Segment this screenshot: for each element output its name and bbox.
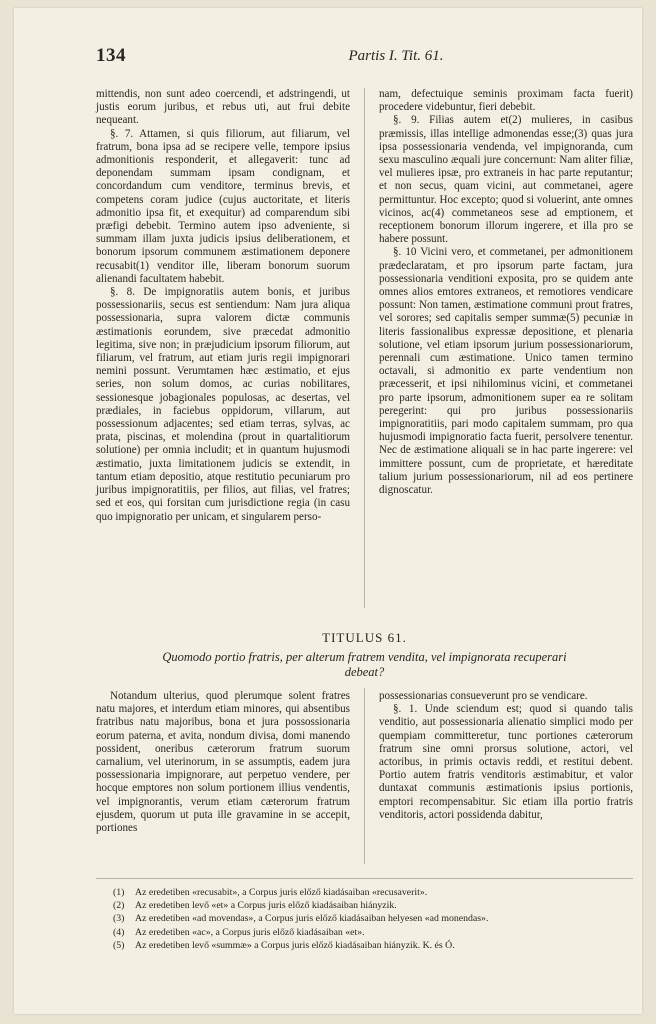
footnote-mark: (1) bbox=[113, 887, 125, 898]
footnote-text: Az eredetiben «ac», a Corpus juris előző kiadásaiban «et». bbox=[135, 926, 365, 938]
footnotes bbox=[113, 886, 633, 952]
footnote-text: Az eredetiben levő «summæ» a Corpus juris előző kiadásaiban hiányzik. K. és Ó. bbox=[135, 939, 455, 951]
running-title: Partis I. Tit. 61. bbox=[348, 48, 444, 64]
footnote-3 bbox=[113, 912, 633, 925]
footnote-mark: (2) bbox=[113, 900, 125, 912]
bottom-left-column bbox=[96, 690, 350, 835]
paragraph-section-1: §. 1. Unde sciendum est; quod si quando talis venditio, aut possessionaria alienatio simplici modo per quempiam committeretur, tunc portiones cæterorum fratrum sine omni prorsus solutione, actori, vel actoribus, in primis octavis reddi, et restitui debent. Portio autem fratris venditoris æstimabitur, et valor duntaxat communis æstimationis ipsius portionis, emptori recompensabitur. Sic etiam illa portio fratris venditoris, actori possidenda dabitur, bbox=[379, 703, 633, 821]
bottom-right-column bbox=[379, 690, 633, 822]
footnote-2 bbox=[113, 899, 633, 912]
subtitle-line: debeat? bbox=[344, 665, 385, 679]
paragraph: Notandum ulterius, quod plerumque solent fratres natu majores, et interdum etiam minores, qui absentibus fratribus natu majoribus, bona et jura possossionaria eorum paterna, et avita, nondum divisa, domi manendo possident, oneribus cæterorum fratrum suorum carnalium, vel uterinorum, in se assumptis, eadem jura possessionaria impignorare, aut perpetuo vendere, per hocque emptores non solum portionem illius vendentis, vel impignorantis, verum etiam cæterorum fratrum ejusdem, quorum ut puta ille gravamine in se accepit, portiones bbox=[96, 690, 350, 835]
top-right-column bbox=[379, 88, 633, 497]
footnote-mark: (5) bbox=[113, 939, 125, 951]
footnote-text: Az eredetiben «ad movendas», a Corpus juris előző kiadásaiban helyesen «ad monendas». bbox=[135, 913, 489, 925]
paragraph-section-7: §. 7. Attamen, si quis filiorum, aut filiarum, vel fratrum, bona ipsa ad se recipere velle, tempore ipsius admonitionis responderit, et allegaverit: tunc ad deponendam summam ipsam condignam, et concordandum cum venditore, terminus brevis, et competens coram judice (cujus auctoritate, et literis admonitio ipsa fit, et exequitur) ad comparendum sibi præfigi debebit. Termino autem ipso adveniente, si summam illam juxta judicis ipsius deliberationem, et bonorum ipsorum communem æstimationem deponere recusabit(1) venditor ille, liberam bonorum suorum alienandi facultatem habebit. bbox=[96, 127, 350, 285]
footnote-1 bbox=[113, 886, 633, 899]
footnote-mark: (4) bbox=[113, 926, 125, 938]
top-left-column bbox=[96, 88, 350, 524]
paragraph: mittendis, non sunt adeo coercendi, et adstringendi, ut justis eorum juribus, et rebus uti, aut frui debite nequeant. bbox=[96, 88, 350, 127]
subtitle-line: Quomodo portio fratris, per alterum fratrem vendita, vel impignorata recuperari bbox=[162, 650, 567, 664]
paragraph-section-10: §. 10 Vicini vero, et commetanei, per admonitionem prædeclaratam, et pro ipsorum parte factam, jura possessionaria venditioni exposita, pro se quidem ante omnes alios emtores extraneos, et remotiores vendicare possunt: Non tamen, æstimatione communi prout fratres, vel sorores; sed capitalis semper summæ(5) pecuniæ in literis fassionalibus expressæ depositione, et plenaria solutione, vel etiam ipsorum jurium possessionariorum, perennali cum æstimatione. Unico tamen termino octavali, si admonitio ex parte vendentium non præcesserit, et ipsi nihilominus vicini, et commetanei pro parte ipsorum, admonitionem super ea re solitam peregerint: qui pro juribus possessionariis impignoratitiis, pari modo capitalem summam, pro qua hujusmodi impignoratio facta fuerit, persolvere tenentur. Nec de æstimatione aliquali se in hac parte ingerere: vel immittere possunt, cum de proprietate, et hæreditate talium jurium possessionariorum, nil ad eos pertinere dignoscatur. bbox=[379, 246, 633, 497]
paragraph: possessionarias consueverunt pro se vendicare. bbox=[379, 690, 588, 702]
footnote-5 bbox=[113, 939, 633, 952]
page-number: 134 bbox=[96, 45, 126, 66]
column-divider bbox=[364, 88, 365, 608]
footnote-rule bbox=[96, 878, 633, 879]
paragraph: nam, defectuique seminis proximam facta fuerit) procedere videbuntur, fieri debebit. bbox=[379, 88, 633, 114]
titulus-subtitle bbox=[96, 650, 633, 680]
paragraph-section-8: §. 8. De impignoratiis autem bonis, et juribus possessionariis, secus est sentiendum: Nam jura aliqua possessionaria, supra valorem dictæ communis æstimationis eorundem, sive præcedat admonitio legitima, sive non; in præjudicium ipsorum filiorum, aut filiarum, vel fratrum, aut etiam juris regii impignorari nemini possunt. Verumtamen hæc æstimatio, et ejus series, non solum domos, ac curias nobilitares, sessionesque jobagionales populosas, ac desertas, vel prædiales, in faciebus oppidorum, villarum, aut possessionum adjacentes; sed etiam terras, sylvas, ac prata, piscinas, et molendina (prout in quartalitiorum solutione) per omnia includit; et in quantum hujusmodi æstimatio, juxta limitationem judicis se extendit, in tantum etiam depositio, atque restitutio pecuniarum pro juribus impignoratitiis, per filios, aut filias, vel fratres; sed et eos, qui forsitan cum jurisdictione regia (in casu quo impignoratio per unicam, et singularem perso- bbox=[96, 286, 350, 523]
column-divider bbox=[364, 688, 365, 864]
footnote-4 bbox=[113, 926, 633, 939]
paragraph-section-9: §. 9. Filias autem et(2) mulieres, in casibus præmissis, illas intellige admonendas esse;(3) quas jura ipsa possessionaria vendenda, vel impignoranda, cum sexu masculino æquali jure concernunt: Nam aliter filiæ, vel mulieres ipsæ, pro extraneis in hac parte reputantur; et non secus, quam vicini, aut commetanei, agere permittuntur. Hoc excepto; quod si voluerint, ante omnes vicinos, ac(4) commetaneos sese ad emptionem, et receptionem bonorum illorum ingerere, et illa pro se habere possunt. bbox=[379, 114, 633, 246]
footnote-text: Az eredetiben «recusabit», a Corpus juris előző kiadásaiban «recusaverit». bbox=[135, 887, 428, 898]
footnote-text: Az eredetiben levő «et» a Corpus juris előző kiadásaiban hiányzik. bbox=[135, 900, 397, 912]
page-header bbox=[96, 45, 556, 67]
footnote-mark: (3) bbox=[113, 913, 125, 925]
titulus-heading: TITULUS 61. bbox=[322, 630, 407, 645]
